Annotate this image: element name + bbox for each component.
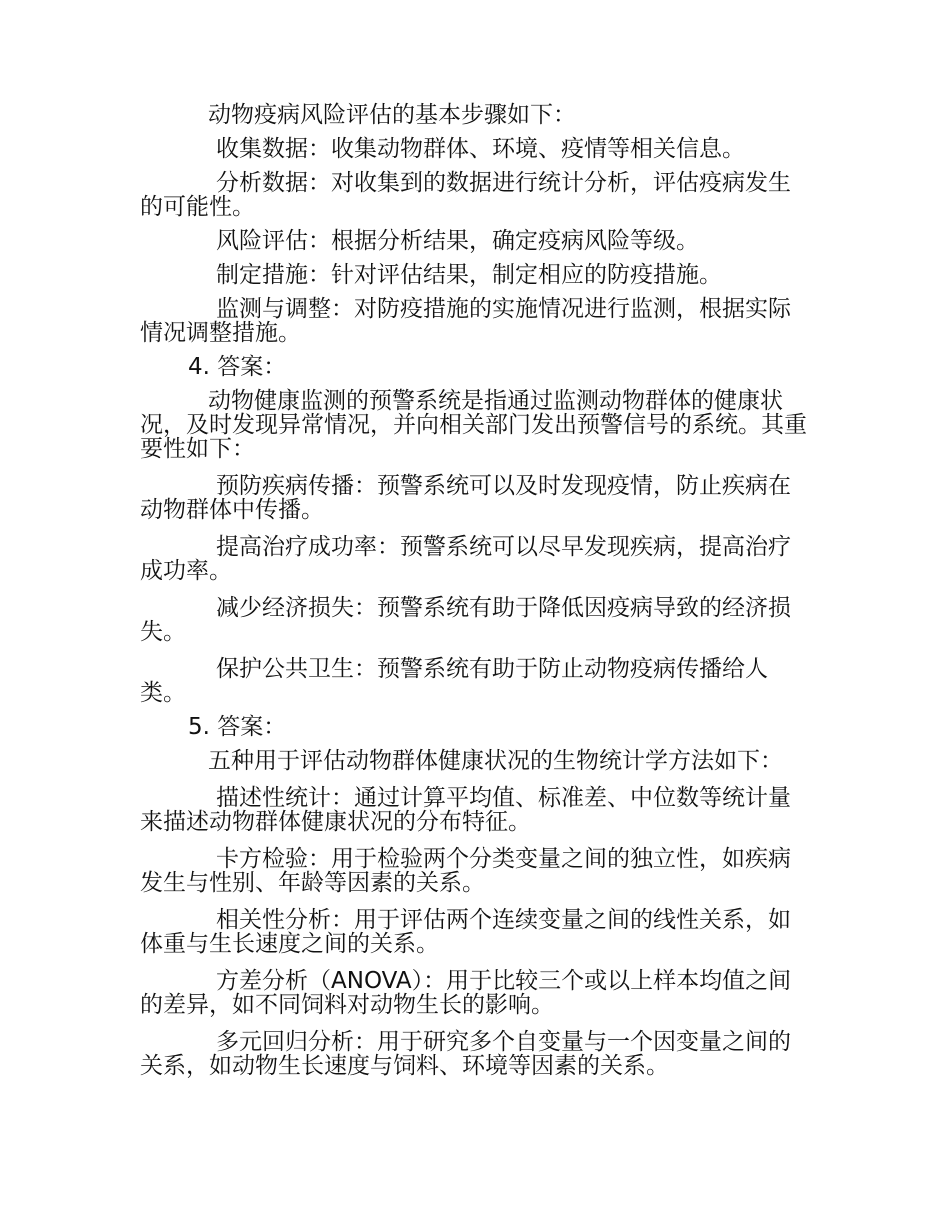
section-1-item-1: 收集数据：收集动物群体、环境、疫情等相关信息。 <box>216 136 745 162</box>
section-5-item-5: 多元回归分析：用于研究多个自变量与一个因变量之间的关系，如动物生长速度与饲料、环境等因素的关系。 <box>140 1029 791 1079</box>
section-4-item-1: 预防疾病传播：预警系统可以及时发现疫情，防止疾病在动物群体中传播。 <box>140 473 791 523</box>
section-4-item-2: 提高治疗成功率：预警系统可以尽早发现疾病，提高治疗成功率。 <box>140 534 791 584</box>
section-5-item-3: 相关性分析：用于评估两个连续变量之间的线性关系，如体重与生长速度之间的关系。 <box>140 907 791 957</box>
section-4-intro: 动物健康监测的预警系统是指通过监测动物群体的健康状况，及时发现异常情况，并向相关部门发出预警信号的系统。其重要性如下： <box>140 388 807 462</box>
section-4-heading: 4. 答案： <box>188 354 287 380</box>
document-body <box>140 103 810 1078</box>
section-5-intro: 五种用于评估动物群体健康状况的生物统计学方法如下： <box>208 748 783 774</box>
section-1-item-4: 制定措施：针对评估结果，制定相应的防疫措施。 <box>216 262 722 288</box>
section-4-item-3: 减少经济损失：预警系统有助于降低因疫病导致的经济损失。 <box>140 595 791 645</box>
section-1-item-3: 风险评估：根据分析结果，确定疫病风险等级。 <box>216 228 699 254</box>
section-1-item-2: 分析数据：对收集到的数据进行统计分析，评估疫病发生的可能性。 <box>140 170 791 220</box>
section-5-item-4: 方差分析（ANOVA）：用于比较三个或以上样本均值之间的差异，如不同饲料对动物生长的影响。 <box>140 968 792 1018</box>
section-1-intro: 动物疫病风险评估的基本步骤如下： <box>208 102 576 128</box>
section-5-heading: 5. 答案： <box>188 714 287 740</box>
section-5-item-2: 卡方检验：用于检验两个分类变量之间的独立性，如疾病发生与性别、年龄等因素的关系。 <box>140 846 791 896</box>
section-4-item-4: 保护公共卫生：预警系统有助于防止动物疫病传播给人类。 <box>140 656 768 706</box>
section-5-item-1: 描述性统计：通过计算平均值、标准差、中位数等统计量来描述动物群体健康状况的分布特征。 <box>140 785 791 835</box>
section-1-item-5: 监测与调整：对防疫措施的实施情况进行监测，根据实际情况调整措施。 <box>140 296 791 346</box>
